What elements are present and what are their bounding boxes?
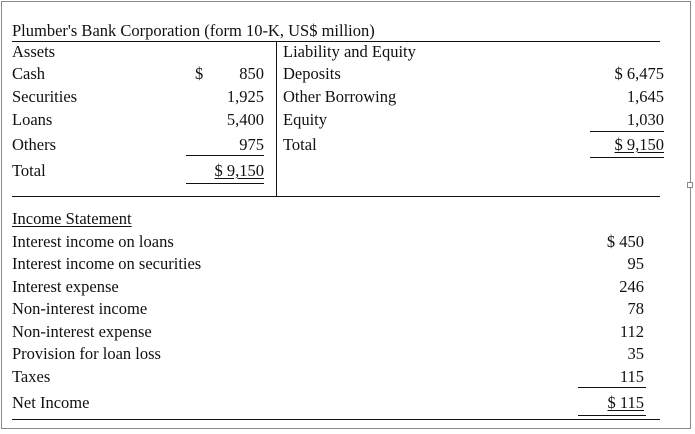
net-income-label: Net Income <box>12 393 90 412</box>
liabilities-header: Liability and Equity <box>283 42 416 61</box>
assets-total-value: $ 9,150 <box>214 161 264 180</box>
liab-subtotal-rule <box>590 131 664 132</box>
income-value: 246 <box>619 277 644 296</box>
liability-value: $ 6,475 <box>614 64 664 83</box>
assets-header: Assets <box>12 42 56 61</box>
asset-value: 975 <box>239 135 264 154</box>
income-label: Non-interest expense <box>12 322 152 341</box>
income-statement-header: Income Statement <box>12 209 132 228</box>
income-label: Interest income on securities <box>12 254 202 273</box>
liab-total-label: Total <box>283 135 317 154</box>
income-label: Provision for loan loss <box>12 344 161 363</box>
assets-total-double-rule <box>186 183 264 184</box>
income-value: 95 <box>627 254 644 273</box>
asset-value: 1,925 <box>226 87 264 106</box>
liab-total-double-rule <box>590 157 664 158</box>
asset-label: Loans <box>12 110 53 129</box>
section-rule <box>12 196 660 197</box>
liability-value: 1,645 <box>626 87 664 106</box>
asset-label: Securities <box>12 87 78 106</box>
asset-value: 850 <box>239 64 264 83</box>
liability-label: Other Borrowing <box>283 87 397 106</box>
document-title: Plumber's Bank Corporation (form 10-K, US$ million) <box>12 21 375 40</box>
liab-total-value: $ 9,150 <box>614 135 664 154</box>
asset-label: Others <box>12 135 56 154</box>
assets-total-label: Total <box>12 161 46 180</box>
income-value: 115 <box>619 367 644 386</box>
income-value: 35 <box>627 344 644 363</box>
net-income-rule <box>578 387 646 388</box>
income-label: Taxes <box>12 367 51 386</box>
asset-value: 5,400 <box>226 110 264 129</box>
income-label: Interest income on loans <box>12 232 174 251</box>
income-value: 112 <box>619 322 644 341</box>
liability-value: 1,030 <box>626 110 664 129</box>
liability-label: Deposits <box>283 64 341 83</box>
column-divider <box>276 41 277 196</box>
net-income-double-rule <box>578 415 646 416</box>
income-value: 78 <box>627 299 644 318</box>
asset-currency: $ <box>195 64 204 83</box>
resize-handle[interactable] <box>687 182 693 188</box>
income-value: $ 450 <box>606 232 644 251</box>
bottom-rule <box>12 419 660 420</box>
assets-subtotal-rule <box>186 155 264 156</box>
income-label: Non-interest income <box>12 299 148 318</box>
asset-label: Cash <box>12 64 45 83</box>
liability-label: Equity <box>283 110 327 129</box>
net-income-value: $ 115 <box>607 393 644 412</box>
income-label: Interest expense <box>12 277 119 296</box>
